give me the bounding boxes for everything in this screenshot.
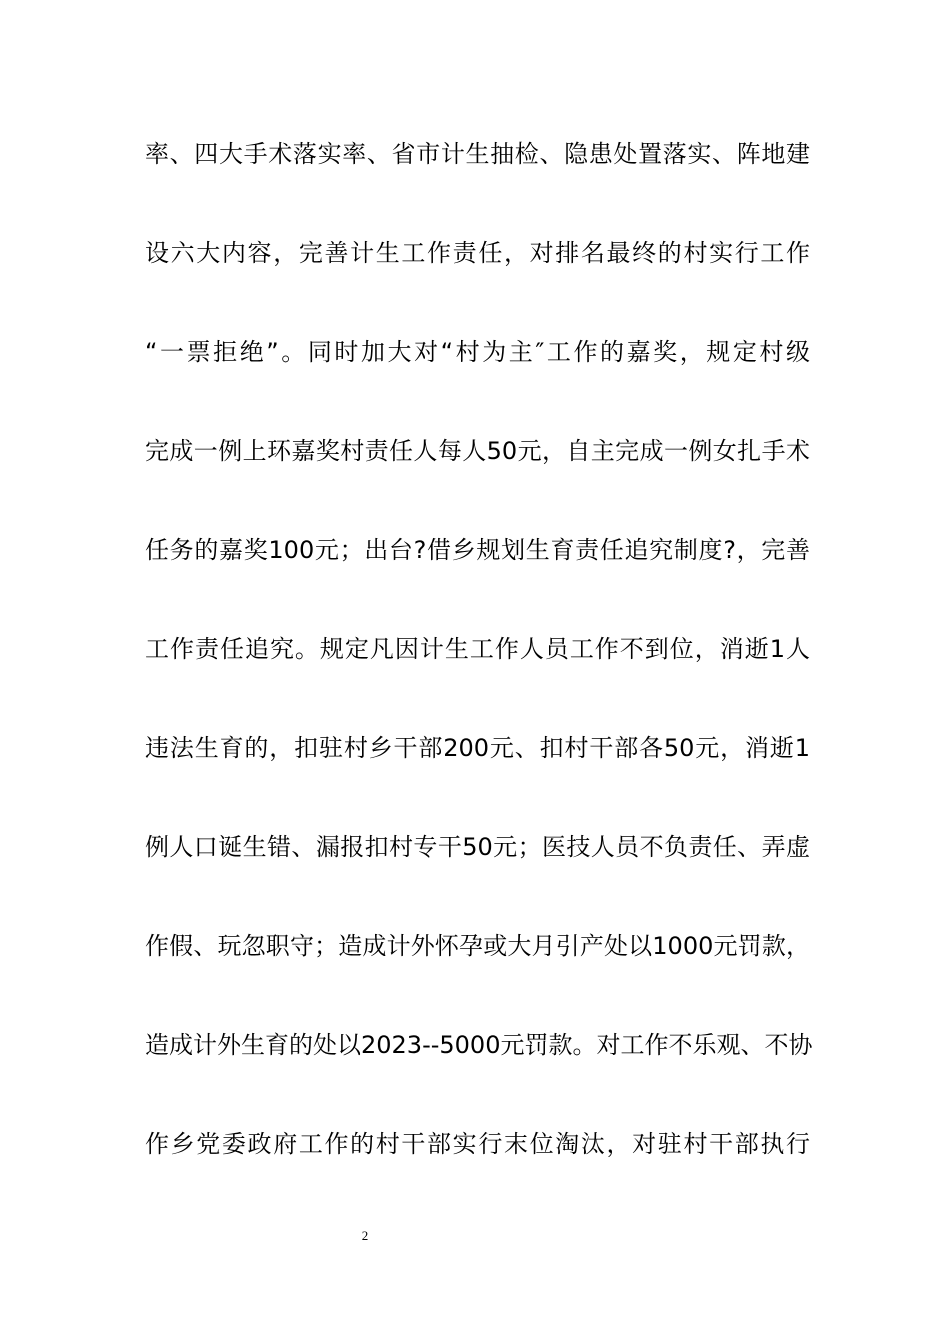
text-line-7: 违法生育的，扣驻村乡干部200元、扣村干部各50元，消逝1 xyxy=(145,734,810,762)
text-line-8: 例人口诞生错、漏报扣村专干50元；医技人员不负责任、弄虚 xyxy=(145,833,810,861)
text-line-1: 率、四大手术落实率、省市计生抽检、隐患处置落实、阵地建 xyxy=(145,140,810,168)
text-line-9: 作假、玩忽职守；造成计外怀孕或大月引产处以1000元罚款， xyxy=(145,932,810,960)
text-line-5: 任务的嘉奖100元；出台?借乡规划生育责任追究制度?，完善 xyxy=(145,536,810,564)
text-line-11: 作乡党委政府工作的村干部实行末位淘汰，对驻村干部执行 xyxy=(145,1130,810,1158)
text-line-4: 完成一例上环嘉奖村责任人每人50元，自主完成一例女扎手术 xyxy=(145,437,810,465)
text-line-10: 造成计外生育的处以2023--5000元罚款。对工作不乐观、不协 xyxy=(145,1031,813,1059)
body-text xyxy=(145,130,813,1219)
page-number: 2 xyxy=(361,1228,369,1243)
text-line-3: “一票拒绝”。同时加大对“村为主″工作的嘉奖，规定村级 xyxy=(145,338,810,366)
text-line-2: 设六大内容，完善计生工作责任，对排名最终的村实行工作 xyxy=(145,239,810,267)
text-line-6: 工作责任追究。规定凡因计生工作人员工作不到位，消逝1人 xyxy=(145,635,810,663)
